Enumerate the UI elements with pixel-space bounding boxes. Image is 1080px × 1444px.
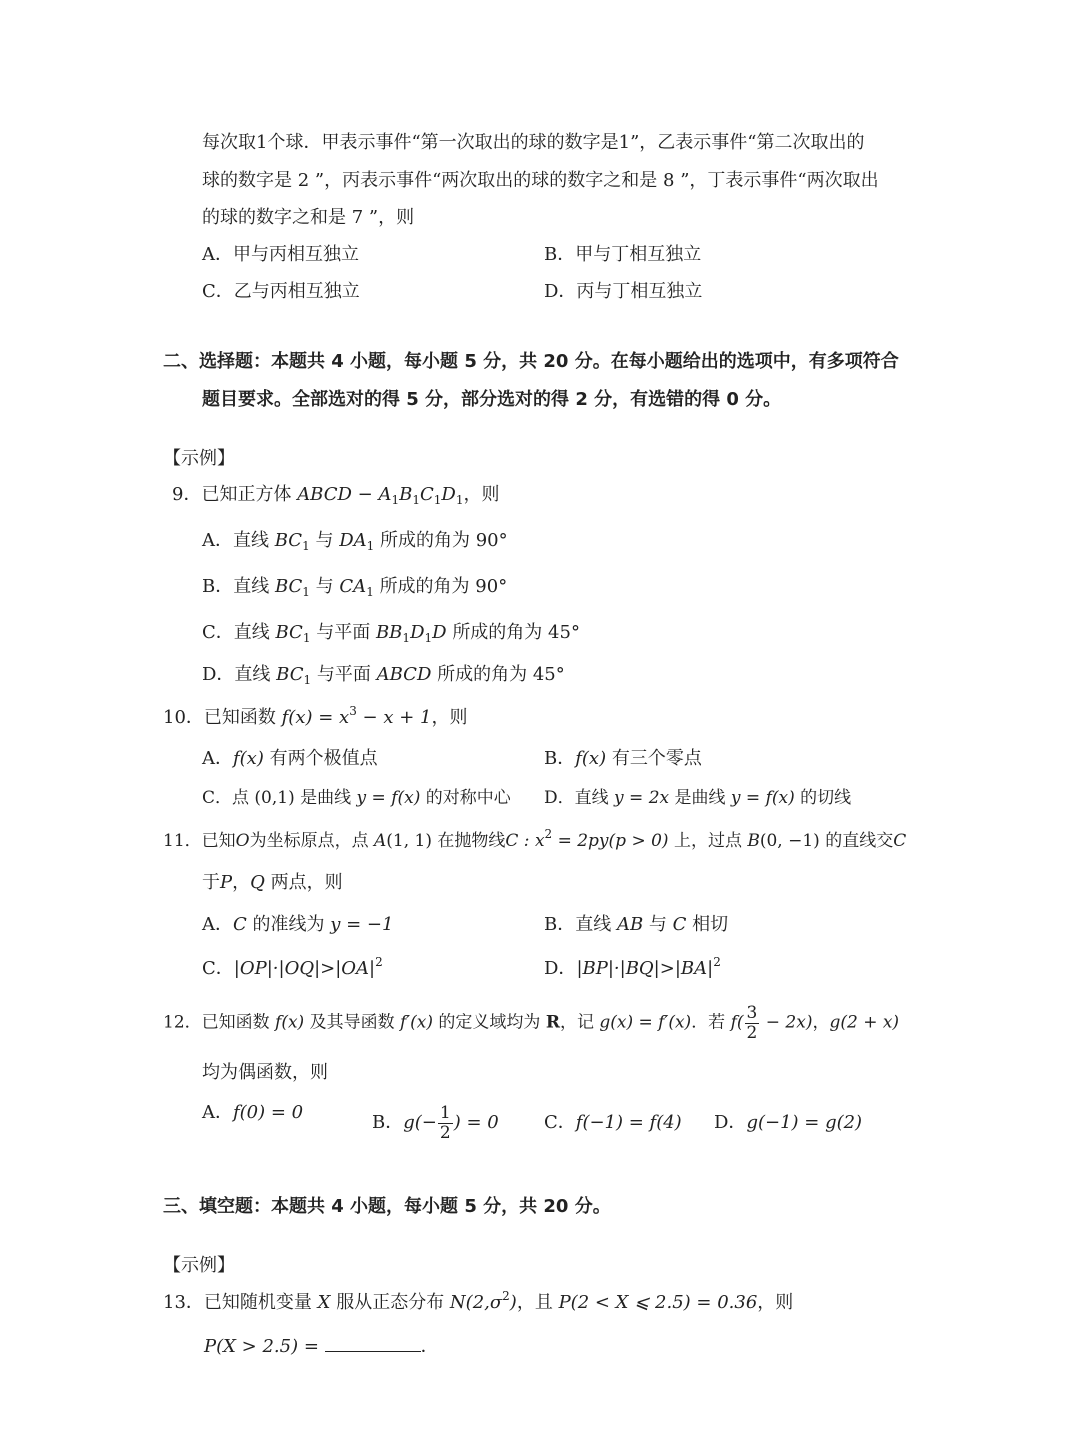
q10-option-d: D．直线 y = 2x 是曲线 y = f(x) 的切线	[544, 788, 852, 808]
fraction-1-2: $\frac{1}{2}$	[439, 1103, 451, 1143]
q12-option-d: D．g(−1) = g(2)	[714, 1112, 863, 1133]
q9-option-c: C．直线 $BC_1$ 与平面 $BB_1D_1D$ 所成的角为 45°	[202, 622, 580, 645]
q8-option-c: C．乙与丙相互独立	[202, 281, 360, 302]
q11-option-d: D．$|BP|\cdot|BQ|>|BA|^2$	[544, 955, 721, 979]
q8-option-a: A．甲与丙相互独立	[202, 244, 359, 265]
q9-number: 9．	[172, 484, 202, 505]
q13-stem: 13．已知随机变量 X 服从正态分布 $N(2,\sigma^2)$，且 P(2 < X ⩽ 2.5) = 0.36，则	[163, 1289, 794, 1313]
section3-heading: 三、填空题：本题共 4 小题，每小题 5 分，共 20 分。	[163, 1196, 611, 1217]
q10-stem: 10．已知函数 $f(x) = x^3 - x + 1$，则	[163, 704, 468, 728]
q10-option-a: A．f(x) 有两个极值点	[202, 748, 378, 769]
section2-heading-line1: 二、选择题：本题共 4 小题，每小题 5 分，共 20 分。在每小题给出的选项中，有多项符合	[163, 351, 899, 372]
q9-option-b: B．直线 $BC_1$ 与 $CA_1$ 所成的角为 90°	[202, 576, 508, 599]
q12-option-b: B．g(− $\frac{1}{2}$ ) = 0	[372, 1103, 499, 1143]
section2-example-label: 【示例】	[163, 448, 235, 469]
q10-number: 10．	[163, 707, 204, 728]
q8-option-b: B．甲与丁相互独立	[544, 244, 702, 265]
q9-text: 已知正方体	[201, 484, 292, 505]
section3-example-label: 【示例】	[163, 1255, 235, 1276]
answer-blank[interactable]	[325, 1335, 421, 1352]
q12-stem-line2: 均为偶函数，则	[202, 1062, 328, 1083]
q8-line2: 球的数字是 2 ”，丙表示事件“两次取出的球的数字之和是 8 ”，丁表示事件“两次取出	[202, 170, 879, 191]
q9-stem: 9．已知正方体 ABCD − $A_1B_1C_1D_1$，则	[172, 484, 500, 507]
section2-heading-line2: 题目要求。全部选对的得 5 分，部分选对的得 2 分，有选错的得 0 分。	[202, 389, 782, 410]
q11-option-c: C．$|OP|\cdot|OQ|>|OA|^2$	[202, 955, 383, 979]
q11-stem: 11．已知O为坐标原点，点 A(1, 1) 在抛物线C : $x^2 = 2py(p > 0)$ 上，过点 B(0, −1) 的直线交C	[163, 827, 907, 851]
q10-option-c: C．点 (0,1) 是曲线 y = f(x) 的对称中心	[202, 788, 511, 808]
fraction-3-2: $\frac{3}{2}$	[746, 1003, 758, 1043]
q13-answer-line: P(X > 2.5) = ．	[204, 1336, 439, 1357]
q9-option-a: A．直线 $BC_1$ 与 $DA_1$ 所成的角为 90°	[202, 530, 508, 553]
q9-option-d: D．直线 $BC_1$ 与平面 ABCD 所成的角为 45°	[202, 664, 565, 687]
q12-stem: 12．已知函数 f(x) 及其导函数 f′(x) 的定义域均为 R，记 g(x) = f′(x)．若 f( $\frac{3}{2}$ − 2x)，g(2 + x)	[163, 1003, 900, 1043]
q11-option-a: A．C 的准线为 y = −1	[202, 914, 394, 935]
q11-option-b: B．直线 AB 与 C 相切	[544, 914, 729, 935]
q8-option-d: D．丙与丁相互独立	[544, 281, 703, 302]
q8-line1: 每次取1个球．甲表示事件“第一次取出的球的数字是1”，乙表示事件“第二次取出的	[202, 132, 865, 153]
q10-option-b: B．f(x) 有三个零点	[544, 748, 702, 769]
q8-line3: 的球的数字之和是 7 ”，则	[202, 207, 415, 228]
q11-number: 11．	[163, 831, 202, 851]
q12-number: 12．	[163, 1012, 202, 1033]
q13-number: 13．	[163, 1292, 204, 1313]
q12-option-a: A．f(0) = 0	[202, 1102, 304, 1123]
q11-stem-line2: 于P，Q 两点，则	[202, 872, 343, 893]
q12-option-c: C．f(−1) = f(4)	[544, 1112, 682, 1133]
